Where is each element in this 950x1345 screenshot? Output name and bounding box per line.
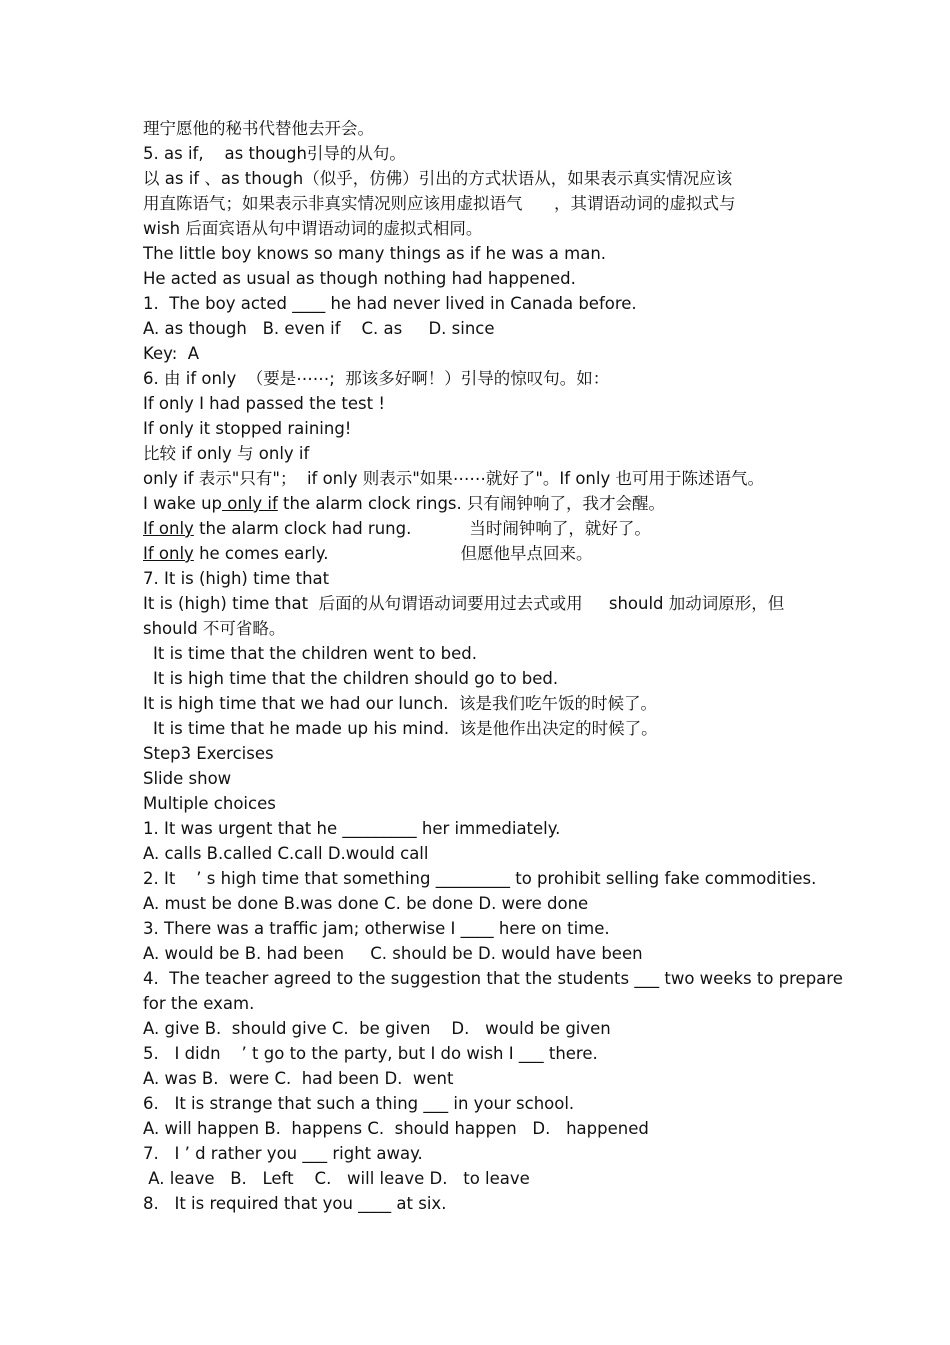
answer-key: Key: A — [143, 344, 200, 363]
question-continued: for the exam. — [143, 994, 255, 1013]
section-heading: Step3 Exercises — [143, 744, 274, 763]
text-line: only if 表示"只有"； if only 则表示"如果⋯⋯就好了"。If only 也可用于陈述语气。 — [143, 469, 764, 488]
example-sentence: It is high time that the children should go to bed. — [153, 669, 559, 688]
example-sentence — [143, 541, 833, 566]
text-line: 比较 if only 与 only if — [143, 444, 310, 463]
text-line: should 不可省略。 — [143, 619, 286, 638]
underlined-phrase: If only — [143, 544, 194, 563]
section-heading: 5. as if, as though引导的从句。 — [143, 144, 406, 163]
answer-options: A. was B. were C. had been D. went — [143, 1069, 454, 1088]
text-span: he comes early. — [193, 544, 329, 563]
question: 5. I didn ’ t go to the party, but I do wish I ___ there. — [143, 1044, 598, 1063]
document-page — [143, 116, 843, 1216]
translation: 但愿他早点回来。 — [460, 544, 593, 563]
answer-options: A. give B. should give C. be given D. would be given — [143, 1019, 611, 1038]
text-line: It is (high) time that 后面的从句谓语动词要用过去式或用 should 加动词原形，但 — [143, 594, 785, 613]
answer-options: A. calls B.called C.call D.would call — [143, 844, 429, 863]
question: 6. It is strange that such a thing ___ in your school. — [143, 1094, 575, 1113]
answer-options: A. will happen B. happens C. should happen D. happened — [143, 1119, 649, 1138]
example-sentence: The little boy knows so many things as if he was a man. — [143, 244, 607, 263]
text-span: the alarm clock rings. 只有闹钟响了，我才会醒。 — [277, 494, 666, 513]
answer-options: A. as though B. even if C. as D. since — [143, 319, 495, 338]
text-line: wish 后面宾语从句中谓语动词的虚拟式相同。 — [143, 219, 483, 238]
example-sentence: If only I had passed the test ! — [143, 394, 385, 413]
answer-options: A. must be done B.was done C. be done D. were done — [143, 894, 589, 913]
section-heading: 6. 由 if only （要是⋯⋯; 那该多好啊！）引导的惊叹句。如： — [143, 369, 610, 388]
text-line: Multiple choices — [143, 794, 276, 813]
example-sentence: It is time that the children went to bed. — [153, 644, 478, 663]
example-sentence — [143, 516, 833, 541]
underlined-phrase: If only — [143, 519, 194, 538]
section-heading: 7. It is (high) time that — [143, 569, 330, 588]
answer-options: A. would be B. had been C. should be D. would have been — [143, 944, 643, 963]
underlined-phrase: only if — [222, 494, 278, 513]
text-line: 以 as if 、as though（似乎，仿佛）引出的方式状语从，如果表示真实情况应该 — [143, 169, 733, 188]
text-line: 理宁愿他的秘书代替他去开会。 — [143, 119, 374, 138]
example-sentence: He acted as usual as though nothing had happened. — [143, 269, 576, 288]
question: 3. There was a traffic jam; otherwise I ____ here on time. — [143, 919, 610, 938]
example-sentence — [143, 491, 833, 516]
text-line: 用直陈语气；如果表示非真实情况则应该用虚拟语气 ，其谓语动词的虚拟式与 — [143, 194, 736, 213]
question: 8. It is required that you ____ at six. — [143, 1194, 447, 1213]
translation: 当时闹钟响了，就好了。 — [469, 519, 651, 538]
text-span: the alarm clock had rung. — [193, 519, 412, 538]
question: 2. It ’ s high time that something _________ to prohibit selling fake commodities. — [143, 869, 817, 888]
question: 7. I ’ d rather you ___ right away. — [143, 1144, 423, 1163]
answer-options: A. leave B. Left C. will leave D. to leave — [143, 1169, 530, 1188]
question: 1. The boy acted ____ he had never lived in Canada before. — [143, 294, 637, 313]
example-sentence: It is high time that we had our lunch. 该是我们吃午饭的时候了。 — [143, 694, 658, 713]
text-line: Slide show — [143, 769, 232, 788]
question: 1. It was urgent that he _________ her immediately. — [143, 819, 561, 838]
question: 4. The teacher agreed to the suggestion that the students ___ two weeks to prepare — [143, 969, 843, 988]
example-sentence: If only it stopped raining! — [143, 419, 352, 438]
example-sentence: It is time that he made up his mind. 该是他作出决定的时候了。 — [153, 719, 658, 738]
text-span: I wake up — [143, 494, 223, 513]
